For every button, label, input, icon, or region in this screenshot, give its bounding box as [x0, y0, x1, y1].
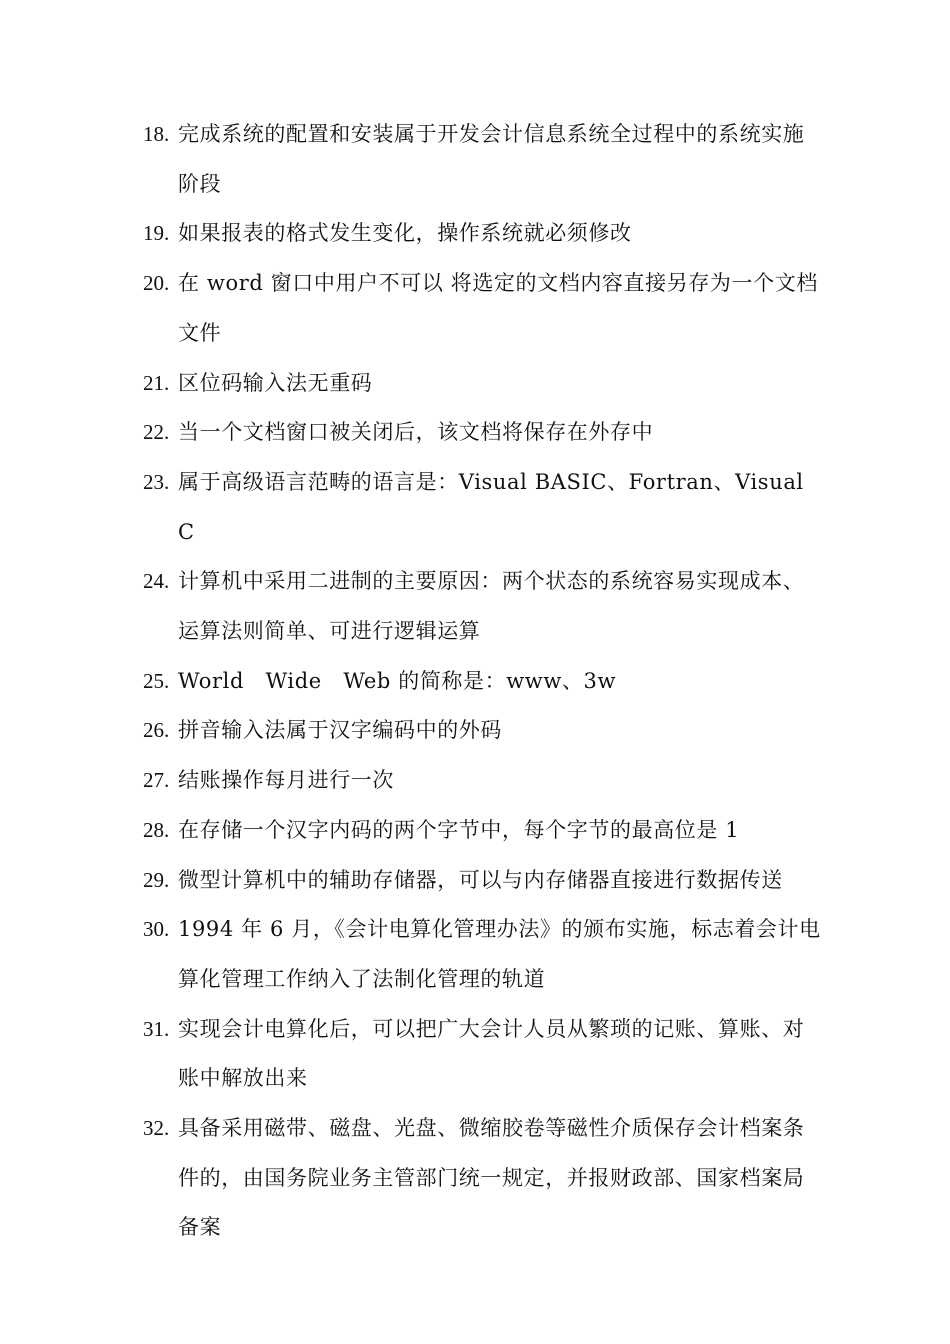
item-number: 23.: [143, 469, 170, 494]
item-text: 当一个文档窗口被关闭后，该文档将保存在外存中: [178, 420, 654, 445]
list-item: [143, 557, 823, 656]
item-number: 28.: [143, 817, 170, 842]
item-text: World Wide Web 的简称是：www、3w: [178, 668, 617, 693]
item-number: 32.: [143, 1116, 170, 1141]
list-item: [143, 259, 823, 358]
item-number: 29.: [143, 867, 170, 892]
list-item: [143, 209, 823, 259]
list-item: [143, 905, 823, 1004]
item-text: 在 word 窗口中用户不可以 将选定的文档内容直接另存为一个文档文件: [178, 271, 818, 345]
item-text: 1994 年 6 月，《会计电算化管理办法》的颁布实施，标志着会计电算化管理工作纳入了法制化管理的轨道: [178, 917, 821, 991]
item-text: 计算机中采用二进制的主要原因：两个状态的系统容易实现成本、运算法则简单、可进行逻辑运算: [178, 569, 805, 644]
list-item: [143, 359, 823, 409]
list-item: [143, 806, 823, 856]
item-number: 19.: [143, 221, 170, 246]
statement-list: [143, 110, 823, 1253]
item-text: 区位码输入法无重码: [178, 370, 373, 395]
item-number: 31.: [143, 1016, 170, 1041]
list-item: [143, 110, 823, 209]
item-text: 结账操作每月进行一次: [178, 768, 394, 793]
item-text: 完成系统的配置和安装属于开发会计信息系统全过程中的系统实施阶段: [178, 122, 805, 196]
item-number: 30.: [143, 917, 170, 942]
item-text: 具备采用磁带、磁盘、光盘、微缩胶卷等磁性介质保存会计档案条件的，由国务院业务主管部门统一规定，并报财政部、国家档案局备案: [178, 1116, 805, 1240]
list-item: [143, 1005, 823, 1104]
list-item: [143, 1104, 823, 1253]
item-number: 21.: [143, 370, 170, 395]
item-text: 属于高级语言范畴的语言是：Visual BASIC、Fortran、Visual C: [178, 469, 804, 544]
item-number: 22.: [143, 420, 170, 445]
list-item: [143, 657, 823, 707]
item-text: 实现会计电算化后，可以把广大会计人员从繁琐的记账、算账、对账中解放出来: [178, 1016, 805, 1091]
item-number: 18.: [143, 122, 170, 146]
list-item: [143, 408, 823, 458]
list-item: [143, 458, 823, 557]
list-item: [143, 706, 823, 756]
list-item: [143, 756, 823, 806]
item-number: 25.: [143, 668, 170, 693]
item-number: 24.: [143, 569, 170, 594]
item-text: 微型计算机中的辅助存储器，可以与内存储器直接进行数据传送: [178, 867, 783, 892]
item-number: 20.: [143, 271, 170, 296]
item-text: 拼音输入法属于汉字编码中的外码: [178, 718, 502, 743]
item-number: 26.: [143, 718, 170, 743]
list-item: [143, 856, 823, 906]
item-text: 在存储一个汉字内码的两个字节中，每个字节的最高位是 1: [178, 817, 740, 842]
item-number: 27.: [143, 768, 170, 793]
item-text: 如果报表的格式发生变化，操作系统就必须修改: [178, 221, 632, 246]
